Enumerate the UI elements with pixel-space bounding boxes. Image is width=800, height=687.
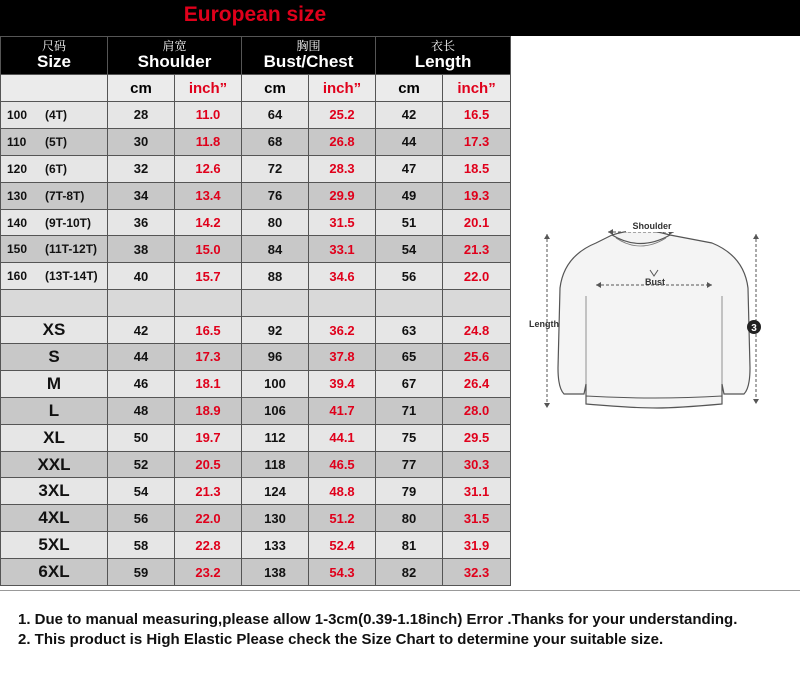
length-cm-cell: 47 [376, 155, 443, 182]
chest-in-cell: 46.5 [309, 451, 376, 478]
notes-section [0, 590, 800, 687]
age-range: (7T-8T) [45, 188, 85, 203]
length-cm-cell: 51 [376, 209, 443, 236]
chest-cm-cell: 72 [242, 155, 309, 182]
chest-in-cell: 51.2 [309, 505, 376, 532]
shoulder-in-cell: 11.8 [175, 128, 242, 155]
chest-cm-cell: 130 [242, 505, 309, 532]
chest-in-cell: 39.4 [309, 370, 376, 397]
age-range: (4T) [45, 107, 67, 122]
chest-cm-cell: 124 [242, 478, 309, 505]
table-row [1, 155, 511, 182]
size-cell: 5XL [1, 532, 108, 559]
bust-label: Bust [645, 277, 665, 287]
age-range: (11T-12T) [45, 242, 98, 257]
chart-title: European size [183, 3, 327, 26]
length-in-cell: 31.5 [443, 505, 511, 532]
shoulder-in-cell: 15.0 [175, 236, 242, 263]
length-in-cell: 26.4 [443, 370, 511, 397]
marker-number: 3 [751, 323, 757, 334]
length-in-cell: 20.1 [443, 209, 511, 236]
length-cm-cell: 79 [376, 478, 443, 505]
chest-in-cell: 25.2 [309, 102, 376, 129]
unit-cm: cm [242, 75, 309, 102]
size-cell: 4XL [1, 505, 108, 532]
table-row [1, 128, 511, 155]
length-in-cell: 29.5 [443, 424, 511, 451]
length-cm-cell: 54 [376, 236, 443, 263]
blank-cell [108, 290, 175, 317]
shoulder-in-cell: 11.0 [175, 102, 242, 129]
table-row [1, 559, 511, 586]
shoulder-in-cell: 22.8 [175, 532, 242, 559]
age-range: (13T-14T) [45, 269, 98, 284]
chest-cm-cell: 76 [242, 182, 309, 209]
unit-inch: inch” [309, 75, 376, 102]
length-in-cell: 19.3 [443, 182, 511, 209]
table-row [1, 102, 511, 129]
chest-in-cell: 37.8 [309, 344, 376, 371]
table-row [1, 209, 511, 236]
size-value: 120 [7, 161, 28, 176]
size-cell: XXL [1, 451, 108, 478]
note-2: 2. This product is High Elastic Please check the Size Chart to determine your suitable size. [18, 631, 664, 648]
chest-in-cell: 34.6 [309, 263, 376, 290]
size-value: 100 [7, 107, 28, 122]
chest-cm-cell: 118 [242, 451, 309, 478]
shoulder-cm-cell: 36 [108, 209, 175, 236]
size-cell [1, 236, 108, 263]
shoulder-in-cell: 22.0 [175, 505, 242, 532]
chest-cm-cell: 64 [242, 102, 309, 129]
shoulder-cm-cell: 50 [108, 424, 175, 451]
separator-row [1, 290, 511, 317]
shoulder-cm-cell: 30 [108, 128, 175, 155]
unit-cm: cm [376, 75, 443, 102]
length-in-cell: 31.9 [443, 532, 511, 559]
shoulder-in-cell: 18.1 [175, 370, 242, 397]
table-row [1, 344, 511, 371]
table-row [1, 478, 511, 505]
table-row [1, 370, 511, 397]
table-row [1, 532, 511, 559]
size-cell: S [1, 344, 108, 371]
unit-row [1, 75, 511, 102]
blank-cell [175, 290, 242, 317]
chest-in-cell: 41.7 [309, 397, 376, 424]
chest-in-cell: 29.9 [309, 182, 376, 209]
length-in-cell: 24.8 [443, 317, 511, 344]
length-cm-cell: 56 [376, 263, 443, 290]
length-in-cell: 32.3 [443, 559, 511, 586]
size-value: 130 [7, 188, 28, 203]
chest-cm-cell: 133 [242, 532, 309, 559]
shoulder-in-cell: 13.4 [175, 182, 242, 209]
shoulder-in-cell: 19.7 [175, 424, 242, 451]
size-cell: XL [1, 424, 108, 451]
size-value: 160 [7, 269, 28, 284]
length-in-cell: 31.1 [443, 478, 511, 505]
blank-cell [376, 290, 443, 317]
chest-cm-cell: 80 [242, 209, 309, 236]
chest-in-cell: 28.3 [309, 155, 376, 182]
shoulder-cm-cell: 59 [108, 559, 175, 586]
table-row [1, 263, 511, 290]
chest-in-cell: 48.8 [309, 478, 376, 505]
size-cell: 6XL [1, 559, 108, 586]
size-cell [1, 102, 108, 129]
age-range: (6T) [45, 161, 67, 176]
table-row [1, 451, 511, 478]
size-value: 150 [7, 242, 28, 257]
length-cm-cell: 67 [376, 370, 443, 397]
blank-cell [443, 290, 511, 317]
chest-in-cell: 33.1 [309, 236, 376, 263]
chest-cm-cell: 96 [242, 344, 309, 371]
size-cell [1, 155, 108, 182]
chest-in-cell: 52.4 [309, 532, 376, 559]
size-table [0, 36, 511, 586]
length-label: Length [529, 319, 559, 329]
shoulder-cm-cell: 58 [108, 532, 175, 559]
shoulder-cm-cell: 56 [108, 505, 175, 532]
size-value: 140 [7, 215, 28, 230]
length-in-cell: 18.5 [443, 155, 511, 182]
chest-in-cell: 44.1 [309, 424, 376, 451]
unit-inch: inch” [443, 75, 511, 102]
header-length: 衣长 Length [376, 37, 511, 75]
shoulder-cm-cell: 46 [108, 370, 175, 397]
shoulder-in-cell: 14.2 [175, 209, 242, 236]
length-in-cell: 28.0 [443, 397, 511, 424]
length-cm-cell: 75 [376, 424, 443, 451]
shoulder-in-cell: 20.5 [175, 451, 242, 478]
shoulder-in-cell: 23.2 [175, 559, 242, 586]
table-row [1, 236, 511, 263]
length-cm-cell: 49 [376, 182, 443, 209]
size-cell [1, 209, 108, 236]
unit-inch: inch” [175, 75, 242, 102]
chest-cm-cell: 92 [242, 317, 309, 344]
shoulder-cm-cell: 48 [108, 397, 175, 424]
shoulder-in-cell: 17.3 [175, 344, 242, 371]
size-cell: L [1, 397, 108, 424]
length-cm-cell: 42 [376, 102, 443, 129]
table-row [1, 397, 511, 424]
age-range: (5T) [45, 134, 67, 149]
header-shoulder: 肩宽 Shoulder [108, 37, 242, 75]
length-cm-cell: 71 [376, 397, 443, 424]
sweater-measurement-diagram [512, 208, 798, 418]
shoulder-cm-cell: 52 [108, 451, 175, 478]
size-cell [1, 128, 108, 155]
shoulder-in-cell: 15.7 [175, 263, 242, 290]
unit-cm: cm [108, 75, 175, 102]
chest-in-cell: 54.3 [309, 559, 376, 586]
note-1: 1. Due to manual measuring,please allow 1-3cm(0.39-1.18inch) Error .Thanks for your understanding. [18, 611, 738, 628]
size-cell [1, 182, 108, 209]
shoulder-cm-cell: 38 [108, 236, 175, 263]
chest-cm-cell: 112 [242, 424, 309, 451]
table-row [1, 317, 511, 344]
chest-in-cell: 36.2 [309, 317, 376, 344]
length-in-cell: 22.0 [443, 263, 511, 290]
shoulder-in-cell: 16.5 [175, 317, 242, 344]
shoulder-cm-cell: 32 [108, 155, 175, 182]
shoulder-cm-cell: 44 [108, 344, 175, 371]
length-in-cell: 16.5 [443, 102, 511, 129]
chest-cm-cell: 138 [242, 559, 309, 586]
length-cm-cell: 63 [376, 317, 443, 344]
length-cm-cell: 77 [376, 451, 443, 478]
size-cell: XS [1, 317, 108, 344]
table-row [1, 505, 511, 532]
shoulder-in-cell: 12.6 [175, 155, 242, 182]
chest-cm-cell: 100 [242, 370, 309, 397]
chest-in-cell: 31.5 [309, 209, 376, 236]
length-cm-cell: 65 [376, 344, 443, 371]
header-chest: 胸围 Bust/Chest [242, 37, 376, 75]
length-in-cell: 17.3 [443, 128, 511, 155]
shoulder-cm-cell: 34 [108, 182, 175, 209]
size-cell: 3XL [1, 478, 108, 505]
shoulder-in-cell: 21.3 [175, 478, 242, 505]
shoulder-label: Shoulder [632, 221, 672, 231]
table-row [1, 424, 511, 451]
length-in-cell: 25.6 [443, 344, 511, 371]
length-cm-cell: 82 [376, 559, 443, 586]
shoulder-in-cell: 18.9 [175, 397, 242, 424]
length-cm-cell: 81 [376, 532, 443, 559]
blank-cell [309, 290, 376, 317]
shoulder-cm-cell: 54 [108, 478, 175, 505]
blank-cell [242, 290, 309, 317]
length-in-cell: 21.3 [443, 236, 511, 263]
blank-cell [1, 290, 108, 317]
unit-blank [1, 75, 108, 102]
size-value: 110 [7, 134, 27, 149]
length-in-cell: 30.3 [443, 451, 511, 478]
size-cell: M [1, 370, 108, 397]
size-cell [1, 263, 108, 290]
header-size: 尺码 Size [1, 37, 108, 75]
length-cm-cell: 80 [376, 505, 443, 532]
length-cm-cell: 44 [376, 128, 443, 155]
shoulder-cm-cell: 42 [108, 317, 175, 344]
chest-cm-cell: 68 [242, 128, 309, 155]
shoulder-cm-cell: 28 [108, 102, 175, 129]
chest-cm-cell: 84 [242, 236, 309, 263]
chest-cm-cell: 106 [242, 397, 309, 424]
chest-in-cell: 26.8 [309, 128, 376, 155]
header-row [1, 37, 511, 75]
chest-cm-cell: 88 [242, 263, 309, 290]
sweater-outline [558, 231, 750, 409]
table-row [1, 182, 511, 209]
age-range: (9T-10T) [45, 215, 92, 230]
shoulder-cm-cell: 40 [108, 263, 175, 290]
